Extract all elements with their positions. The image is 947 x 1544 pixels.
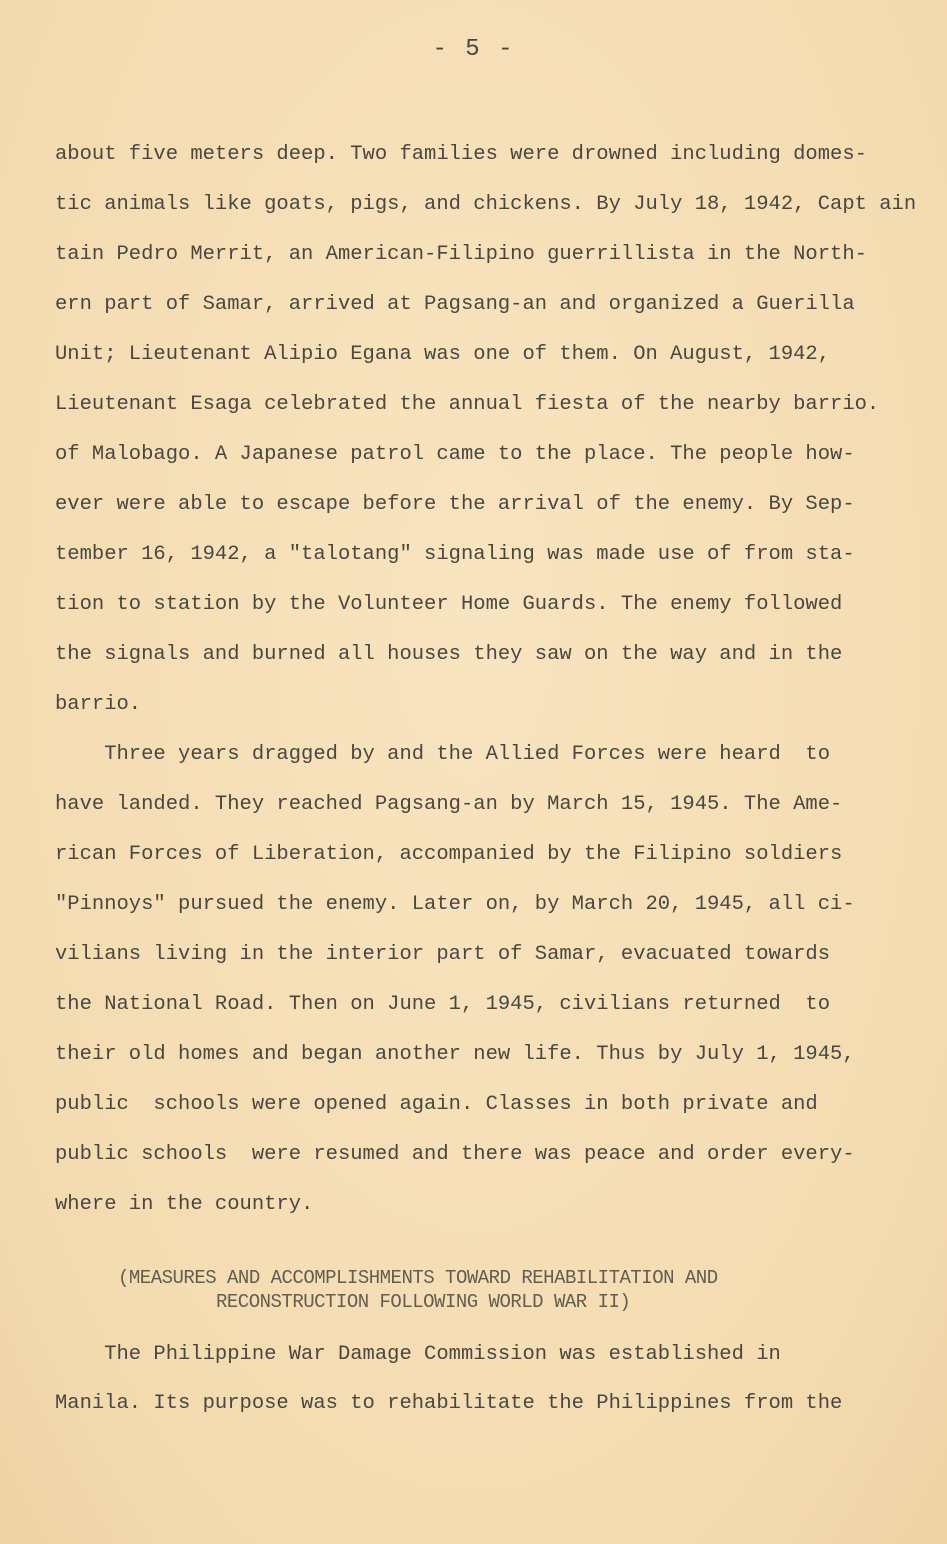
text-line: barrio. — [55, 693, 142, 716]
text-line: tion to station by the Volunteer Home Guards. The enemy followed — [55, 593, 843, 616]
text-line: ern part of Samar, arrived at Pagsang-an and organized a Guerilla — [55, 293, 855, 316]
text-line: ever were able to escape before the arrival of the enemy. By Sep- — [55, 493, 855, 516]
text-line: The Philippine War Damage Commission was established in — [55, 1343, 781, 1366]
heading-line: RECONSTRUCTION FOLLOWING WORLD WAR II) — [216, 1291, 631, 1313]
text-line: tain Pedro Merrit, an American-Filipino guerrillista in the North- — [55, 243, 867, 266]
text-line: the signals and burned all houses they saw on the way and in the — [55, 643, 843, 666]
text-line: Manila. Its purpose was to rehabilitate the Philippines from the — [55, 1392, 843, 1415]
text-line: Lieutenant Esaga celebrated the annual fiesta of the nearby barrio. — [55, 393, 880, 416]
text-line: Unit; Lieutenant Alipio Egana was one of them. On August, 1942, — [55, 343, 831, 366]
text-line: tic animals like goats, pigs, and chickens. By July 18, 1942, Capt ain — [55, 193, 917, 216]
text-line: of Malobago. A Japanese patrol came to the place. The people how- — [55, 443, 855, 466]
text-line: about five meters deep. Two families were drowned including domes- — [55, 143, 867, 166]
text-line: rican Forces of Liberation, accompanied by the Filipino soldiers — [55, 843, 843, 866]
text-line: where in the country. — [55, 1193, 314, 1216]
text-line: the National Road. Then on June 1, 1945, civilians returned to — [55, 993, 831, 1016]
text-line: public schools were resumed and there was peace and order every- — [55, 1143, 855, 1166]
text-line: public schools were opened again. Classes in both private and — [55, 1093, 818, 1116]
page-number: - 5 - — [432, 36, 515, 63]
text-line: vilians living in the interior part of Samar, evacuated towards — [55, 943, 831, 966]
text-line: have landed. They reached Pagsang-an by March 15, 1945. The Ame- — [55, 793, 843, 816]
text-line: tember 16, 1942, a "talotang" signaling was made use of from sta- — [55, 543, 855, 566]
text-line: "Pinnoys" pursued the enemy. Later on, by March 20, 1945, all ci- — [55, 893, 855, 916]
text-line: Three years dragged by and the Allied Forces were heard to — [55, 743, 831, 766]
heading-line: (MEASURES AND ACCOMPLISHMENTS TOWARD REHABILITATION AND — [118, 1267, 718, 1289]
text-line: their old homes and began another new life. Thus by July 1, 1945, — [55, 1043, 855, 1066]
